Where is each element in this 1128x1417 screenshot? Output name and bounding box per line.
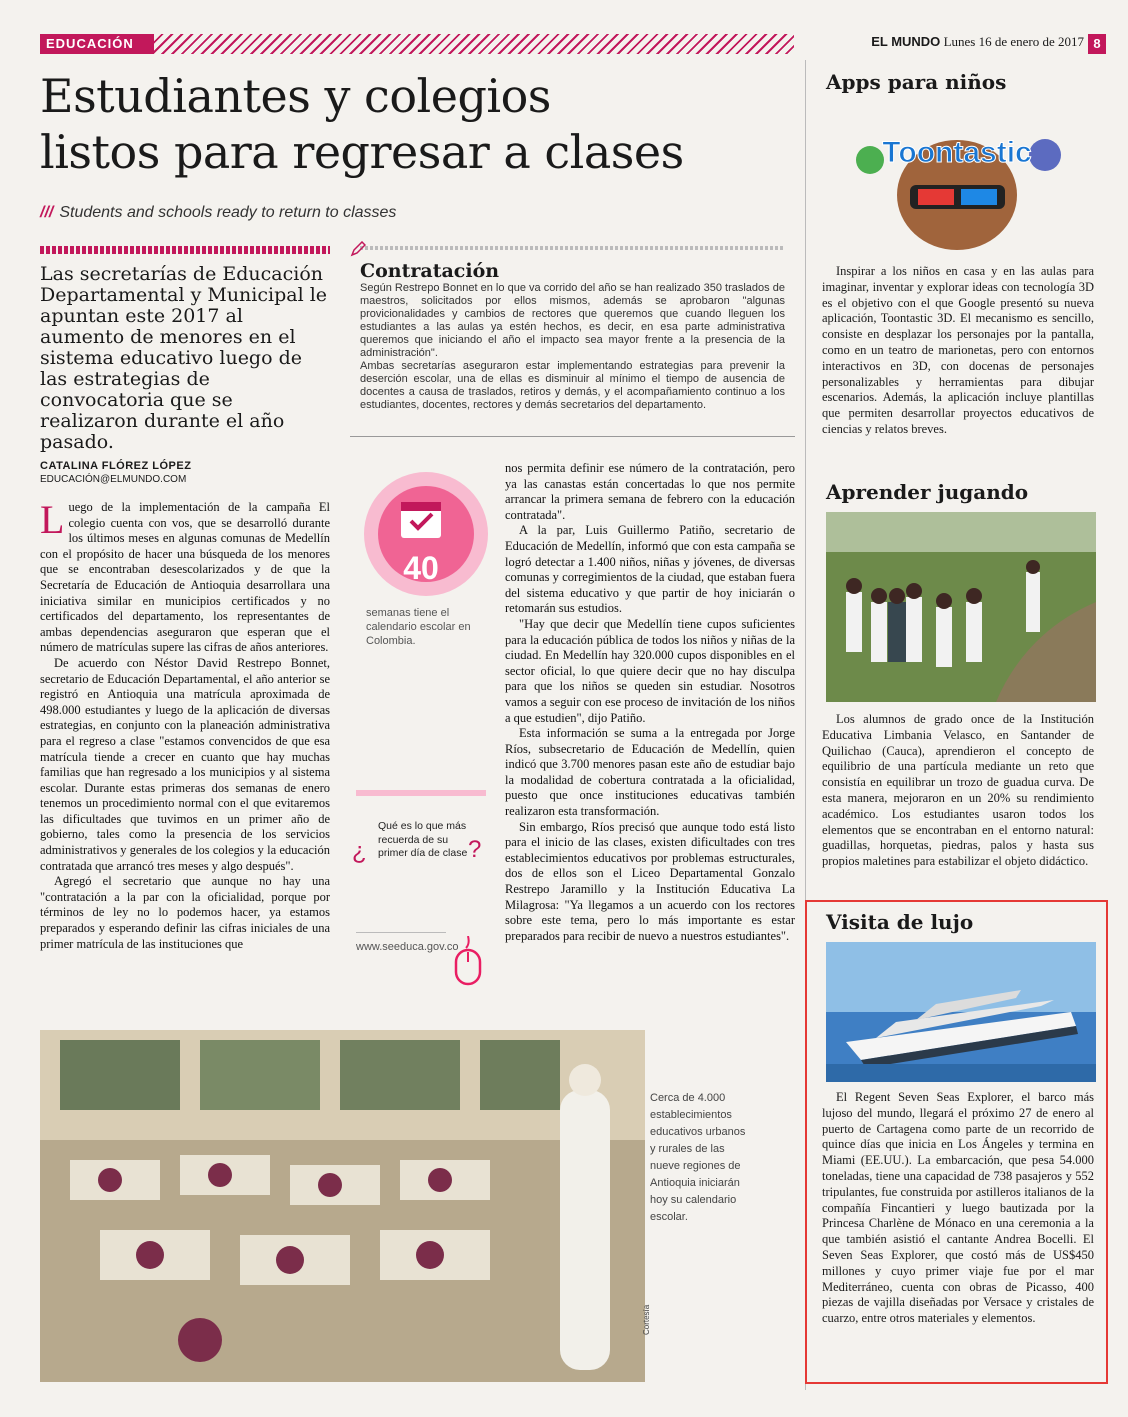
- contratacion-title: Contratación: [360, 260, 500, 282]
- pencil-icon: [350, 241, 366, 261]
- subhead-marks: ///: [40, 204, 54, 221]
- headline-line-1: Estudiantes y colegios: [40, 69, 551, 123]
- headline-line-2: listos para regresar a clases: [40, 125, 684, 179]
- question-close-icon: ?: [468, 836, 482, 863]
- byline: CATALINA FLÓREZ LÓPEZ: [40, 460, 192, 472]
- contratacion-body: [360, 282, 785, 412]
- col1-paragraph-1: uego de la implementación de la campaña El colegio cuenta con vos, que se desarrolló durante los últimos meses en algunas comunas de Medellín con el propósito de hacer una búsqueda de los menores que se encontraban desescolarizados y de que la Secretaría de Educación de Antioquia desarrollara una iniciativa similar en municipios certificados y no certificados del departamento, los representantes de ambas dependencias aseguraron que esperan que el número de matrículas supere las cifras de años anteriores.: [40, 500, 330, 655]
- source-url[interactable]: www.seeduca.gov.co: [356, 941, 459, 953]
- question-open-icon: ¿: [352, 838, 367, 865]
- page-number: 8: [1088, 34, 1106, 54]
- apps-text: Inspirar a los niños en casa y en las aulas para imaginar, inventar y explorar ideas con tecnología 3D es el objetivo con el que Google presentó su nueva aplicación, Toontastic 3D. El mecanismo es sencillo, consiste en desplazar los personajes por la pantalla, como en un teatro de marionetas, pero con entornos interactivos en 3D, con docenas de personajes personalizables y herramientas para dibujar escenarios. Además, la aplicación incluye plantillas que permiten desarrollar proyectos educativos de ciencias y relatos breves.: [822, 264, 1094, 436]
- paper-name: EL MUNDO: [871, 34, 941, 49]
- toontastic-logo: Toontastic: [882, 136, 1032, 169]
- col2-paragraph-1: nos permita definir ese número de la contratación, pero ya las canastas están concertadas lo que nos permite arrancar la primera semana de febrero con la educación contratada".: [505, 461, 795, 522]
- question-text: Qué es lo que más recuerda de su primer día de clase: [378, 820, 468, 859]
- issue-date: Lunes 16 de enero de 2017: [943, 34, 1084, 49]
- learn-text: Los alumnos de grado once de la Institución Educativa Limbania Velasco, en Santander de Quilichao (Cauca), aprendieron el concepto de equilibrio de una partícula mediante un reto que consistía en equilibrar un trozo de guadua curva. De esta manera, mejoraron en un 20% su rendimiento académico. Los estudiantes usaron todos los elementos que se encontraban en el entorno natural: guadillas, horquetas, piedras, palos y hasta sus propios maletines para estabilizar el objeto didáctico.: [822, 712, 1094, 869]
- cruise-ship-photo: [826, 942, 1096, 1082]
- lead-divider: [40, 246, 330, 254]
- photo-credit: Cortesía: [642, 1304, 651, 1335]
- subhead-text: Students and schools ready to return to classes: [59, 204, 397, 221]
- col1-paragraph-2: De acuerdo con Néstor David Restrepo Bonnet, secretario de Educación Departamental, el año anterior se registró en Antioquia una matrícula aproximada de 498.000 estudiantes y luego de la aplicación de diversas estrategias, en conjunto con la planeación administrativa para el regreso a clase "estamos convencidos de que esa matrícula tiende a crecer en cuanto que hay muchas familias que han regresado a los municipios y al sistema escolar. Durante estas primeras dos semanas de enero tenemos un procedimiento normal con el que evitaremos las dificultades que tuvimos en un primer año de gobierno, tales como la presencia de los servicios administrativos y generales de los colegios y la educación contratada que arrancó tres meses y algo después".: [40, 655, 330, 873]
- photo-caption: Cerca de 4.000 establecimientos educativos urbanos y rurales de las nueve regiones de Antioquia iniciarán hoy su calendario escolar.: [650, 1092, 746, 1223]
- col1-paragraph-3: Agregó el secretario que aunque no hay una "contratación a la par con la oficialidad, porque por términos de ley no lo podemos hacer, ya estamos preparados y esperando definir las cifras iniciales de una primer matrícula de las instituciones que: [40, 874, 330, 951]
- body-column-1: [40, 497, 330, 952]
- contratacion-divider: [360, 246, 785, 250]
- section-label: EDUCACIÓN: [40, 34, 154, 54]
- body-column-2: [505, 461, 795, 944]
- toontastic-image: [840, 100, 1075, 255]
- col2-paragraph-3: "Hay que decir que Medellín tiene cupos suficientes para la educación pública de todos los niños y niñas de la ciudad. En Medellín hay 320.000 cupos disponibles en el sector oficial, lo que quiere decir que no hay disculpa para que los niños se queden sin estudiar. Nosotros vamos a seguir con ese proceso de invitación de los niños a que estudien", dijo Patiño.: [505, 616, 795, 725]
- lead-paragraph: Las secretarías de Educación Departamental y Municipal le apuntan este 2017 al aumento de menores en el sistema educativo luego de las estrategias de convocatoria que se realizaron durante el año pasado.: [40, 263, 328, 453]
- col2-paragraph-2: A la par, Luis Guillermo Patiño, secretario de Educación de Medellín, informó que con esta campaña se logró detectar a 1.400 niños, niñas y jóvenes, de diversas comunas y corregimientos de la ciudad, que estaban fuera del sistema educativo y que partir de hoy iniciarán o retomarán sus estudios.: [505, 523, 795, 616]
- calendar-check-icon: [401, 502, 441, 538]
- col2-paragraph-4: Esta información se suma a la entregada por Jorge Ríos, subsecretario de Educación de Medellín, quien indicó que 3.700 menores pasan este año de estudiar bajo la modalidad de cobertura contratada a la oficialidad, puesto que once instituciones educativas también realizaron esta transformación.: [505, 726, 795, 819]
- section-stripes: [154, 34, 794, 54]
- headline: [40, 68, 800, 180]
- contratacion-p1: Según Restrepo Bonnet en lo que va corrido del año se han realizado 350 traslados de maestros, solicitados por ellos mismos, además se aprobaron "algunas provicionalidades y cambios de rectores que queremos que cuando lleguen los estudiantes a las aulas ya estén hechos, es decir, en esa parte administrativa queremos que iniciando el año el impacto sea mayor frente a la presencia de la administración".: [360, 282, 785, 359]
- drop-cap: L: [40, 497, 65, 542]
- author-email: EDUCACIÓN@ELMUNDO.COM: [40, 474, 187, 485]
- classroom-photo: [40, 1030, 645, 1382]
- contratacion-p2: Ambas secretarías aseguraron estar implementando estrategias para prevenir la deserción escolar, una de ellas es disminuir al mínimo el tiempo de ausencia de docentes a causa de traslados, retiros y demás, y el acompañamiento continuo a los estudiantes, docentes, rectores y demás secretarios del departamento.: [360, 360, 785, 411]
- url-rule: [356, 932, 446, 933]
- students-field-photo: [826, 512, 1096, 702]
- info-number: 40: [403, 550, 439, 586]
- contratacion-rule: [350, 436, 795, 437]
- info-text: semanas tiene el calendario escolar en Colombia.: [366, 607, 471, 647]
- col2-paragraph-5: Sin embargo, Ríos precisó que aunque todo está listo para el inicio de las clases, existen dificultades con tres establecimientos educativos por problemas estructurales, dos de ellos son el Liceo Departamental Gonzalo Restrepo Jaramillo y la Institución Educativa La Milagrosa: "Ya llegamos a un acuerdo con los rectores sobre este tema, pero lo más importante es estar preparados para recibir de nuevo a nuestros estudiantes".: [505, 819, 795, 943]
- visit-text: El Regent Seven Seas Explorer, el barco más lujoso del mundo, llegará el próximo 27 de enero al puerto de Cartagena como parte de un recorrido de quince días que inicia en Los Ángeles y termina en Miami (EE.UU.). La embarcación, que pesa 54.000 toneladas, tiene una capacidad de 738 pasajeros y 552 tripulantes, fue construida por astilleros italianos de la compañía Fincantieri y luego bautizada por la Princesa Charlène de Mónaco en una ceremonia a la que también asistió el cantante Andrea Bocelli. El Seven Seas Explorer, que costó más de US$450 millones y cuyo primer viaje fue por el mar Mediterráneo, cuenta con obras de Picasso, 400 piezas de vajilla diseñadas por Versace y cristales de cuarzo, entre otros materiales y elementos.: [822, 1090, 1094, 1326]
- masthead: [826, 34, 1084, 50]
- subhead: [40, 204, 740, 222]
- apps-title: Apps para niños: [826, 70, 1007, 94]
- learn-title: Aprender jugando: [826, 480, 1029, 504]
- mouse-icon: [448, 936, 488, 990]
- visit-title: Visita de lujo: [826, 910, 974, 934]
